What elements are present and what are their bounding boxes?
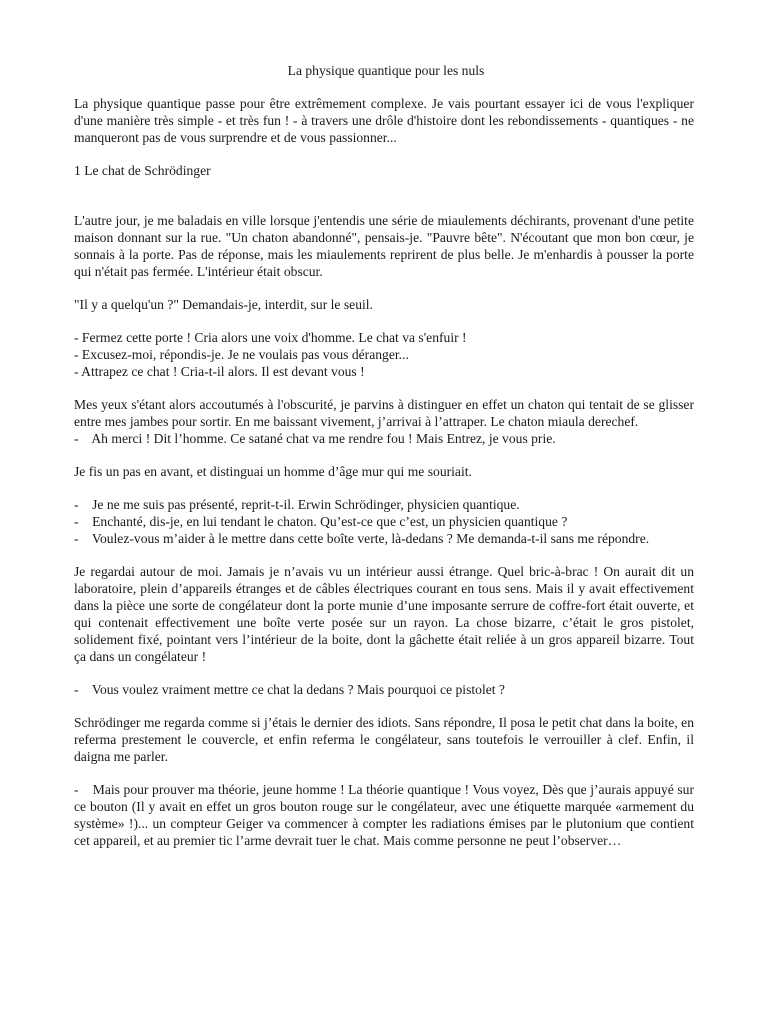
paragraph: Mes yeux s'étant alors accoutumés à l'obscurité, je parvins à distinguer en effet un chaton qui tentait de se glisser entre mes jambes pour sortir. En me baissant vivement, j’arrivai à l’attraper. Le chaton miaula derechef. xyxy=(74,397,694,429)
spacer xyxy=(74,480,694,496)
spacer xyxy=(74,698,694,714)
dialogue-line: - Attrapez ce chat ! Cria-t-il alors. Il est devant vous ! xyxy=(74,364,365,379)
spacer xyxy=(74,280,694,296)
intro-paragraph: La physique quantique passe pour être extrêmement complexe. Je vais pourtant essayer ici de vous l'expliquer d'une manière très simple - et très fun ! - à travers une drôle d'histoire dont les rebondissements - quantiques - ne manqueront pas de vous surprendre et de vous passionner... xyxy=(74,96,694,145)
spacer xyxy=(74,765,694,781)
dialogue-line: - Excusez-moi, répondis-je. Je ne voulais pas vous déranger... xyxy=(74,347,409,362)
dialogue-line: - Vous voulez vraiment mettre ce chat la dedans ? Mais pourquoi ce pistolet ? xyxy=(74,682,505,697)
dialogue-line: - Je ne me suis pas présenté, reprit-t-il. Erwin Schrödinger, physicien quantique. xyxy=(74,497,520,512)
spacer xyxy=(74,447,694,463)
spacer xyxy=(74,665,694,681)
dialogue-line: - Mais pour prouver ma théorie, jeune homme ! La théorie quantique ! Vous voyez, Dès que j’aurais appuyé sur ce bouton (Il y avait en effet un gros bouton rouge sur le congélateur, avec une étiquette marquée «armement du système» !)... un compteur Geiger va commencer à compter les radiations émises par le plutonium que contient cet appareil, et au premier tic l’arme devrait tuer le chat. Mais comme personne ne peut l’observer… xyxy=(74,782,698,848)
section-heading: 1 Le chat de Schrödinger xyxy=(74,163,211,178)
spacer xyxy=(74,146,694,162)
dialogue-line: - Ah merci ! Dit l’homme. Ce satané chat va me rendre fou ! Mais Entrez, je vous prie. xyxy=(74,431,556,446)
dialogue-line: - Fermez cette porte ! Cria alors une voix d'homme. Le chat va s'enfuir ! xyxy=(74,330,467,345)
spacer xyxy=(74,547,694,563)
dialogue-line: - Voulez-vous m’aider à le mettre dans cette boîte verte, là-dedans ? Me demanda-t-il sans me répondre. xyxy=(74,531,650,546)
paragraph: Je regardai autour de moi. Jamais je n’avais vu un intérieur aussi étrange. Quel bric-à-brac ! On aurait dit un laboratoire, plein d’appareils étranges et de câbles électriques courant en tous sens. Mais il y avait effectivement dans la pièce une sorte de congélateur dont la porte munie d’une imposante serrure de coffre-fort était ouverte, et qui contenait effectivement une boîte verte posée sur un rayon. La chose bizarre, c’était le gros pistolet, solidement fixé, pointant vers l’intérieur de la boite, dont la gâchette était reliée à un gros appareil bizarre. Tout ça dans un congélateur ! xyxy=(74,564,694,664)
paragraph: L'autre jour, je me baladais en ville lorsque j'entendis une série de miaulements déchirants, provenant d'une petite maison donnant sur la rue. "Un chaton abandonné", pensais-je. "Pauvre bête". N'écoutant que mon bon cœur, je sonnais à la porte. Pas de réponse, mais les miaulements reprirent de plus belle. Je m'enhardis à pousser la porte qui n'était pas fermée. L'intérieur était obscur. xyxy=(74,213,694,279)
document-title: La physique quantique pour les nuls xyxy=(287,63,485,78)
spacer xyxy=(74,380,694,396)
paragraph: "Il y a quelqu'un ?" Demandais-je, interdit, sur le seuil. xyxy=(74,297,373,312)
paragraph: Je fis un pas en avant, et distinguai un homme d’âge mur qui me souriait. xyxy=(74,464,472,479)
dialogue-line: - Enchanté, dis-je, en lui tendant le chaton. Qu’est-ce que c’est, un physicien quantique ? xyxy=(74,514,568,529)
paragraph: Schrödinger me regarda comme si j’étais le dernier des idiots. Sans répondre, Il posa le petit chat dans la boite, en referma prestement le couvercle, et enfin referma le congélateur, sans toutefois le verrouiller à clef. Enfin, il daigna me parler. xyxy=(74,715,694,764)
document-page xyxy=(74,62,698,849)
spacer xyxy=(74,179,694,212)
spacer xyxy=(74,313,694,329)
